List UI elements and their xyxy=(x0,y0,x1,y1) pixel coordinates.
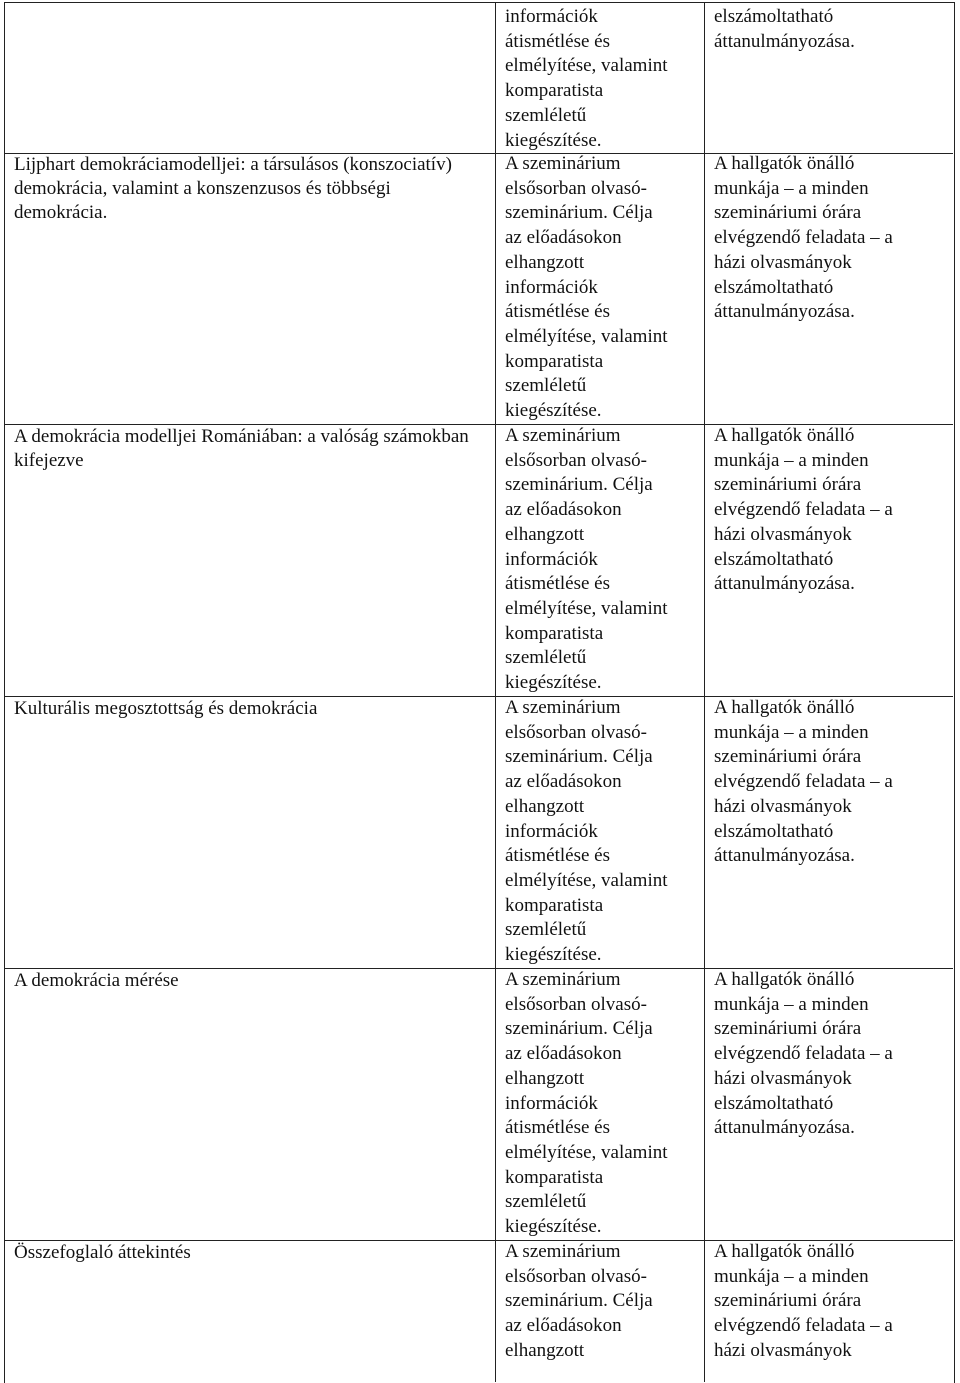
method-cell: A szeminárium elsősorban olvasó- szeminárium. Célja az előadásokon elhangzott információk átismétlése és elmélyítése, valamint komparatista szemléletű kiegészítése. xyxy=(505,425,668,694)
work-cell: A hallgatók önálló munkája – a minden szemináriumi órára elvégzendő feladata – a házi olvasmányok elszámoltatható áttanulmányozása. xyxy=(714,969,893,1139)
topic-cell: Összefoglaló áttekintés xyxy=(14,1242,191,1263)
column-divider-work xyxy=(704,2,705,1382)
topic-cell: Kulturális megosztottság és demokrácia xyxy=(14,698,318,719)
topic-cell: A demokrácia mérése xyxy=(14,970,179,991)
method-cell-continued: információk átismétlése és elmélyítése, valamint komparatista szemléletű kiegészítése. xyxy=(505,6,668,151)
work-cell: A hallgatók önálló munkája – a minden szemináriumi órára elvégzendő feladata – a házi olvasmányok elszámoltatható áttanulmányozása. xyxy=(714,153,893,323)
topic-cell: Lijphart demokráciamodelljei: a társulásos (konszociatív) demokrácia, valamint a konszenzusos és többségi demokrácia. xyxy=(14,154,452,223)
work-cell: A hallgatók önálló munkája – a minden szemináriumi órára elvégzendő feladata – a házi olvasmányok xyxy=(714,1241,893,1361)
method-cell: A szeminárium elsősorban olvasó- szeminárium. Célja az előadásokon elhangzott xyxy=(505,1241,653,1361)
work-cell-continued: elszámoltatható áttanulmányozása. xyxy=(714,6,855,52)
column-divider-method xyxy=(495,2,496,1382)
method-cell: A szeminárium elsősorban olvasó- szeminárium. Célja az előadásokon elhangzott információk átismétlése és elmélyítése, valamint komparatista szemléletű kiegészítése. xyxy=(505,969,668,1238)
work-cell: A hallgatók önálló munkája – a minden szemináriumi órára elvégzendő feladata – a házi olvasmányok elszámoltatható áttanulmányozása. xyxy=(714,697,893,867)
method-cell: A szeminárium elsősorban olvasó- szeminárium. Célja az előadásokon elhangzott információk átismétlése és elmélyítése, valamint komparatista szemléletű kiegészítése. xyxy=(505,153,668,422)
method-cell: A szeminárium elsősorban olvasó- szeminárium. Célja az előadásokon elhangzott információk átismétlése és elmélyítése, valamint komparatista szemléletű kiegészítése. xyxy=(505,697,668,966)
work-cell: A hallgatók önálló munkája – a minden szemináriumi órára elvégzendő feladata – a házi olvasmányok elszámoltatható áttanulmányozása. xyxy=(714,425,893,595)
topic-cell: A demokrácia modelljei Romániában: a valóság számokban kifejezve xyxy=(14,426,469,471)
